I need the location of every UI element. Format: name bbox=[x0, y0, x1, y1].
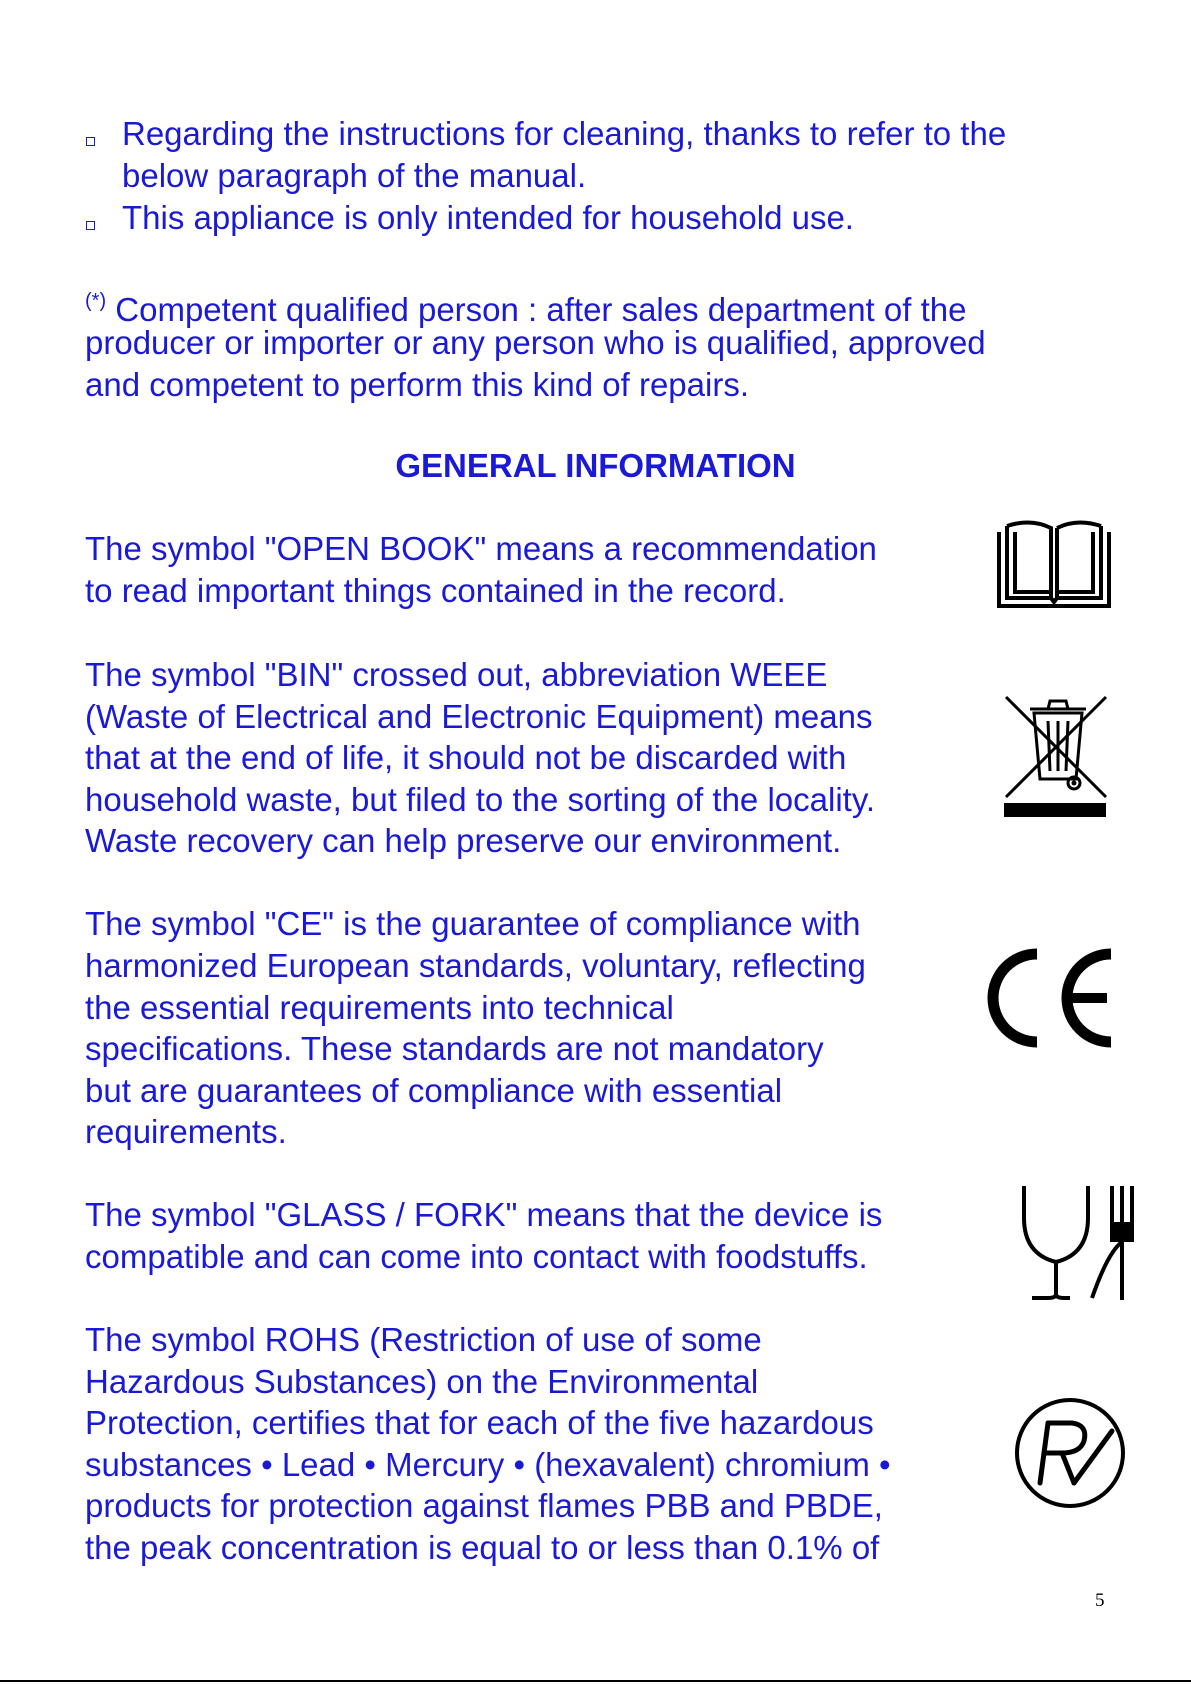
bullet-marker bbox=[86, 221, 95, 230]
weee-paragraph-line: household waste, but filed to the sorting of the locality. bbox=[85, 781, 876, 818]
weee-paragraph-line: that at the end of life, it should not be discarded with bbox=[85, 739, 847, 776]
glass-fork-paragraph-line: compatible and can come into contact with foodstuffs. bbox=[85, 1238, 868, 1275]
rohs-paragraph-line: substances • Lead • Mercury • (hexavalent) chromium • bbox=[85, 1446, 891, 1483]
glass-fork-paragraph-line: The symbol "GLASS / FORK" means that the device is bbox=[85, 1196, 883, 1233]
open-book-paragraph-line: to read important things contained in the record. bbox=[85, 572, 786, 609]
ce-paragraph-line: the essential requirements into technical bbox=[85, 989, 674, 1026]
footnote-text: Competent qualified person : after sales department of the bbox=[106, 291, 967, 328]
rohs-paragraph-line: products for protection against flames PBB and PBDE, bbox=[85, 1487, 883, 1524]
bullet-text: This appliance is only intended for household use. bbox=[122, 199, 854, 236]
bullet-text: Regarding the instructions for cleaning, thanks to refer to the bbox=[122, 115, 1007, 152]
footnote-line: producer or importer or any person who is qualified, approved bbox=[85, 324, 986, 361]
weee-paragraph-line: (Waste of Electrical and Electronic Equipment) means bbox=[85, 698, 873, 735]
rohs-paragraph-line: the peak concentration is equal to or less than 0.1% of bbox=[85, 1529, 880, 1566]
open-book-paragraph-line: The symbol "OPEN BOOK" means a recommendation bbox=[85, 530, 877, 567]
weee-paragraph-line: The symbol "BIN" crossed out, abbreviation WEEE bbox=[85, 656, 828, 693]
rohs-paragraph-line: Hazardous Substances) on the Environmental bbox=[85, 1363, 759, 1400]
rohs-icon bbox=[1012, 1395, 1130, 1513]
rohs-paragraph-line: Protection, certifies that for each of the five hazardous bbox=[85, 1404, 874, 1441]
ce-paragraph-line: harmonized European standards, voluntary, reflecting bbox=[85, 947, 866, 984]
footnote-line: and competent to perform this kind of repairs. bbox=[85, 366, 749, 403]
glass-fork-icon bbox=[1018, 1182, 1136, 1304]
rohs-paragraph-line: The symbol ROHS (Restriction of use of some bbox=[85, 1321, 762, 1358]
open-book-icon bbox=[995, 516, 1113, 612]
bottom-divider bbox=[0, 1680, 1191, 1682]
section-heading: GENERAL INFORMATION bbox=[395, 447, 796, 484]
ce-mark-icon bbox=[975, 946, 1119, 1050]
footnote-marker: (*) bbox=[85, 290, 107, 312]
crossed-bin-icon bbox=[1002, 693, 1112, 819]
weee-paragraph-line: Waste recovery can help preserve our environment. bbox=[85, 822, 842, 859]
ce-paragraph-line: The symbol "CE" is the guarantee of compliance with bbox=[85, 905, 861, 942]
ce-paragraph-line: specifications. These standards are not mandatory bbox=[85, 1030, 824, 1067]
ce-paragraph-line: requirements. bbox=[85, 1113, 287, 1150]
ce-paragraph-line: but are guarantees of compliance with essential bbox=[85, 1072, 783, 1109]
page-number: 5 bbox=[1095, 1590, 1105, 1611]
bullet-text: below paragraph of the manual. bbox=[122, 157, 587, 194]
bullet-marker bbox=[86, 137, 95, 146]
